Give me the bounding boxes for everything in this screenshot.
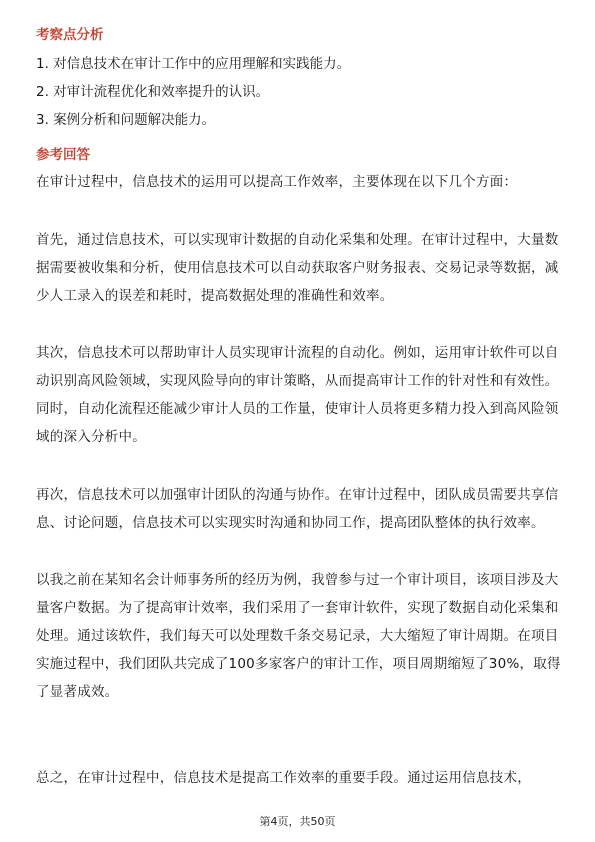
answer-paragraph-example: 以我之前在某知名会计师事务所的经历为例，我曾参与过一个审计项目，该项目涉及大量客户数据。为了提高审计效率，我们采用了一套审计软件，实现了数据自动化采集和处理。通过该软件，我们每天可以处理数千条交易记录，大大缩短了审计周期。在项目实施过程中，我们团队共完成了100多家客户的审计工作，项目周期缩短了30%，取得了显著成效。 bbox=[36, 572, 561, 700]
answer-paragraph-third: 再次，信息技术可以加强审计团队的沟通与协作。在审计过程中，团队成员需要共享信息、讨论问题，信息技术可以实现实时沟通和协同工作，提高团队整体的执行效率。 bbox=[36, 487, 559, 531]
answer-paragraph-first: 首先，通过信息技术，可以实现审计数据的自动化采集和处理。在审计过程中，大量数据需要被收集和分析，使用信息技术可以自动获取客户财务报表、交易记录等数据，减少人工录入的误差和耗时，提高数据处理的准确性和效率。 bbox=[36, 232, 559, 304]
answer-paragraph-conclusion: 总之，在审计过程中，信息技术是提高工作效率的重要手段。通过运用信息技术， bbox=[36, 770, 531, 786]
answer-heading: 参考回答 bbox=[36, 147, 90, 163]
analysis-item-2: 2. 对审计流程优化和效率提升的认识。 bbox=[36, 84, 270, 100]
page-number-footer: 第4页，共50页 bbox=[259, 815, 336, 828]
analysis-heading: 考察点分析 bbox=[36, 27, 104, 43]
analysis-item-1: 1. 对信息技术在审计工作中的应用理解和实践能力。 bbox=[36, 56, 351, 72]
analysis-item-3: 3. 案例分析和问题解决能力。 bbox=[36, 112, 216, 128]
answer-paragraph-second: 其次，信息技术可以帮助审计人员实现审计流程的自动化。例如，运用审计软件可以自动识别高风险领域，实现风险导向的审计策略，从而提高审计工作的针对性和有效性。同时，自动化流程还能减少审计人员的工作量，使审计人员将更多精力投入到高风险领域的深入分析中。 bbox=[36, 345, 559, 445]
answer-intro-paragraph: 在审计过程中，信息技术的运用可以提高工作效率，主要体现在以下几个方面： bbox=[36, 174, 518, 190]
